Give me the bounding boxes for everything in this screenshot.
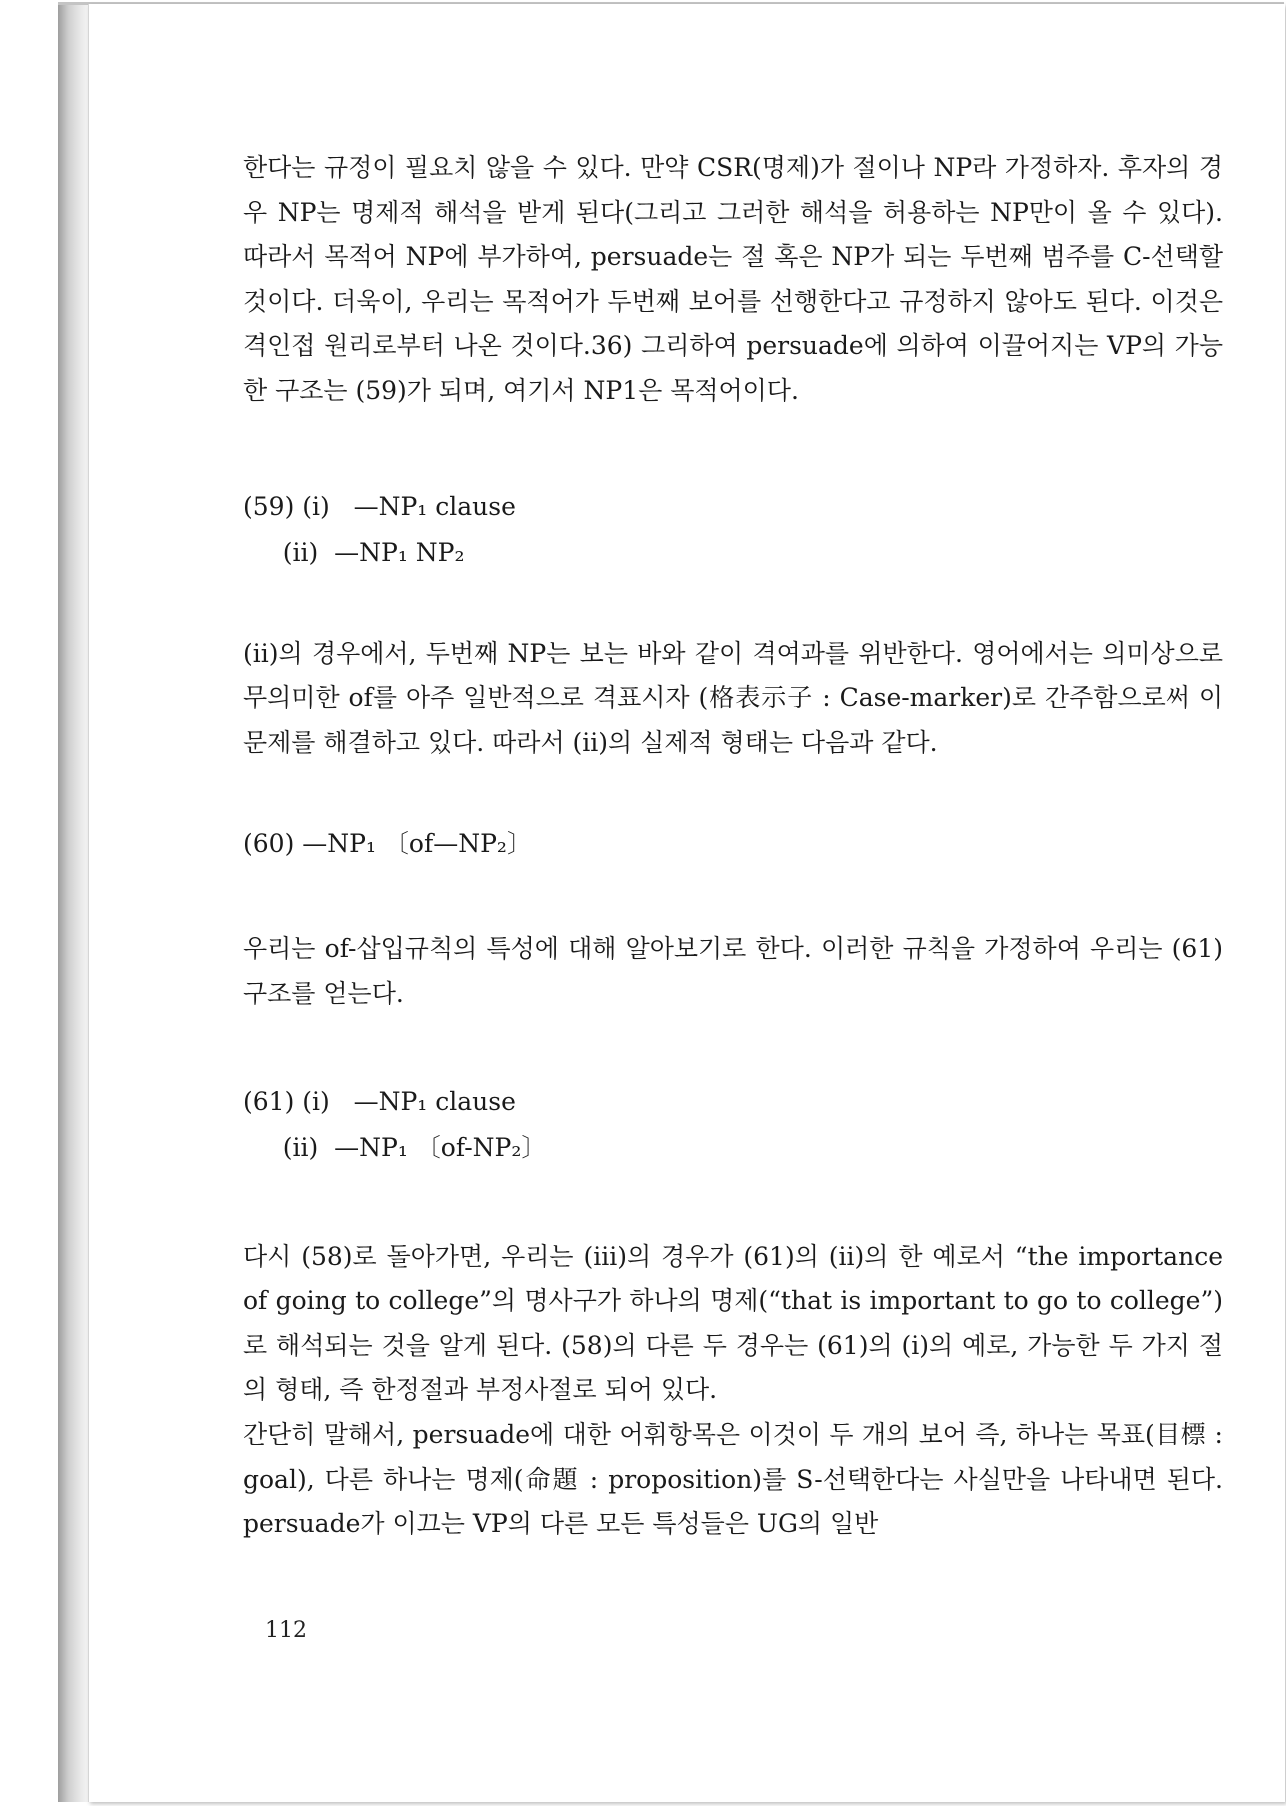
page-number: 112	[265, 1618, 307, 1643]
example-61-ii: (ii) —NP₁ 〔of-NP₂〕	[243, 1132, 547, 1162]
example-59-ii: (ii) —NP₁ NP₂	[243, 537, 465, 567]
paragraph-return-58: 다시 (58)로 돌아가면, 우리는 (iii)의 경우가 (61)의 (ii)의 한 예로서 “the importance of going to college”의 명사구가 하나의 명제(“that is important to go to college”)로 해석되는 것을 알게 된다. (58)의 다른 두 경우는 (61)의 (i)의 예로, 가능한 두 가지 절의 형태, 즉 한정절과 부정사절로 되어 있다.	[243, 1241, 1223, 1405]
paragraph-of-insertion: 우리는 of-삽입규칙의 특성에 대해 알아보기로 한다. 이러한 규칙을 가정하여 우리는 (61)구조를 얻는다.	[243, 934, 1223, 1008]
paragraph-case-filter: (ii)의 경우에서, 두번째 NP는 보는 바와 같이 격여과를 위반한다. 영어에서는 의미상으로 무의미한 of를 아주 일반적으로 격표시자 (格表示子 : Case-marker)로 간주함으로써 이 문제를 해결하고 있다. 따라서 (ii)의 실제적 형태는 다음과 같다.	[243, 638, 1223, 757]
page-body	[243, 146, 1223, 1547]
example-59-i: (59) (i) —NP₁ clause	[243, 491, 516, 521]
paragraph-intro: 한다는 규정이 필요치 않을 수 있다. 만약 CSR(명제)가 절이나 NP라 가정하자. 후자의 경우 NP는 명제적 해석을 받게 된다(그리고 그러한 해석을 허용하는 NP만이 올 수 있다). 따라서 목적어 NP에 부가하여, persuade는 절 혹은 NP가 되는 두번째 범주를 C-선택할 것이다. 더욱이, 우리는 목적어가 두번째 보어를 선행한다고 규정하지 않아도 된다. 이것은 격인접 원리로부터 나온 것이다.36) 그리하여 persuade에 의하여 이끌어지는 VP의 가능한 구조는 (59)가 되며, 여기서 NP1은 목적어이다.	[243, 153, 1223, 405]
book-spine-edge	[58, 4, 88, 1802]
example-61-i: (61) (i) —NP₁ clause	[243, 1086, 516, 1116]
book-page	[88, 4, 1285, 1802]
example-60: (60) —NP₁ 〔of—NP₂〕	[243, 829, 532, 859]
paragraph-summary: 간단히 말해서, persuade에 대한 어휘항목은 이것이 두 개의 보어 즉, 하나는 목표(目標 : goal), 다른 하나는 명제(命題 : proposition)를 S-선택한다는 사실만을 나타내면 된다. persuade가 이끄는 VP의 다른 모든 특성들은 UG의 일반	[243, 1419, 1223, 1539]
